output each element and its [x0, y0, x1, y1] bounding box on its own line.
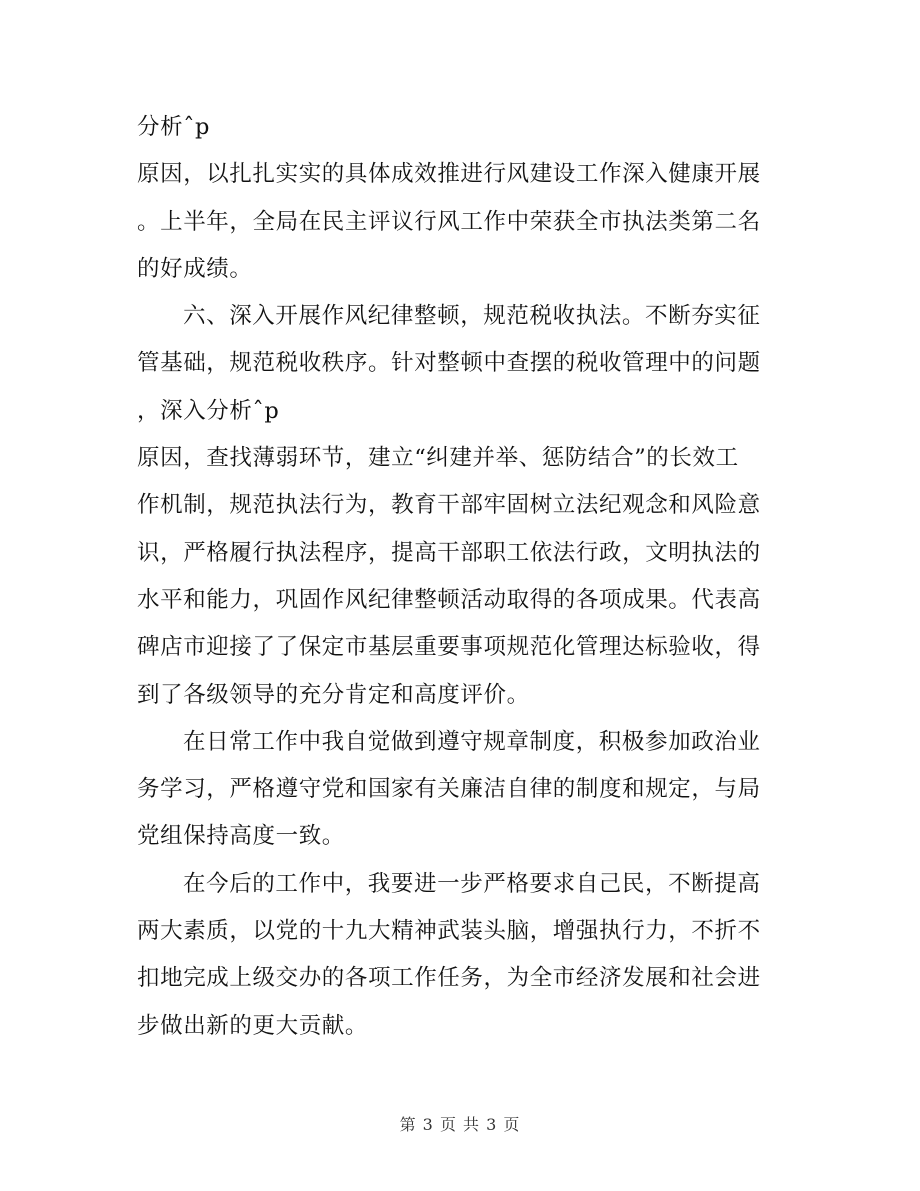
text-line: 碑店市迎接了了保定市基层重要事项规范化管理达标验收，得: [137, 634, 761, 661]
text-line: 务学习，严格遵守党和国家有关廉洁自律的制度和规定，与局: [137, 776, 761, 803]
text-line: 到了各级领导的充分肯定和高度评价。: [137, 681, 530, 708]
text-line: 。上半年，全局在民主评议行风工作中荣获全市执法类第二名: [137, 208, 761, 235]
page-number-footer: 第 3 页 共 3 页: [399, 1115, 521, 1134]
text-line: 水平和能力，巩固作风纪律整顿活动取得的各项成果。代表高: [137, 586, 761, 613]
text-line: 的好成绩。: [137, 255, 253, 282]
text-line: ，深入分析ˆp: [137, 397, 280, 424]
text-line: 党组保持高度一致。: [137, 823, 345, 850]
text-line: 两大素质，以党的十九大精神武装头脑，增强执行力，不折不: [137, 918, 761, 945]
text-line: 原因，查找薄弱环节，建立“纠建并举、惩防结合”的长效工: [137, 445, 739, 472]
text-line: 六、深入开展作风纪律整顿，规范税收执法。不断夯实征: [183, 303, 761, 330]
document-body: [137, 104, 787, 1050]
text-line: 扣地完成上级交办的各项工作任务，为全市经济发展和社会进: [137, 965, 761, 992]
text-line: 原因，以扎扎实实的具体成效推进行风建设工作深入健康开展: [137, 161, 761, 188]
text-line: 在日常工作中我自觉做到遵守规章制度，积极参加政治业: [183, 728, 761, 755]
text-line: 识，严格履行执法程序，提高干部职工依法行政，文明执法的: [137, 539, 761, 566]
text-line: 分析ˆp: [137, 114, 211, 140]
text-line: 作机制，规范执法行为，教育干部牢固树立法纪观念和风险意: [137, 492, 761, 519]
text-line: 管基础，规范税收秩序。针对整顿中查摆的税收管理中的问题: [137, 350, 761, 377]
text-line: 步做出新的更大贡献。: [137, 1012, 369, 1039]
text-line: 在今后的工作中，我要进一步严格要求自己民，不断提高: [183, 870, 761, 897]
